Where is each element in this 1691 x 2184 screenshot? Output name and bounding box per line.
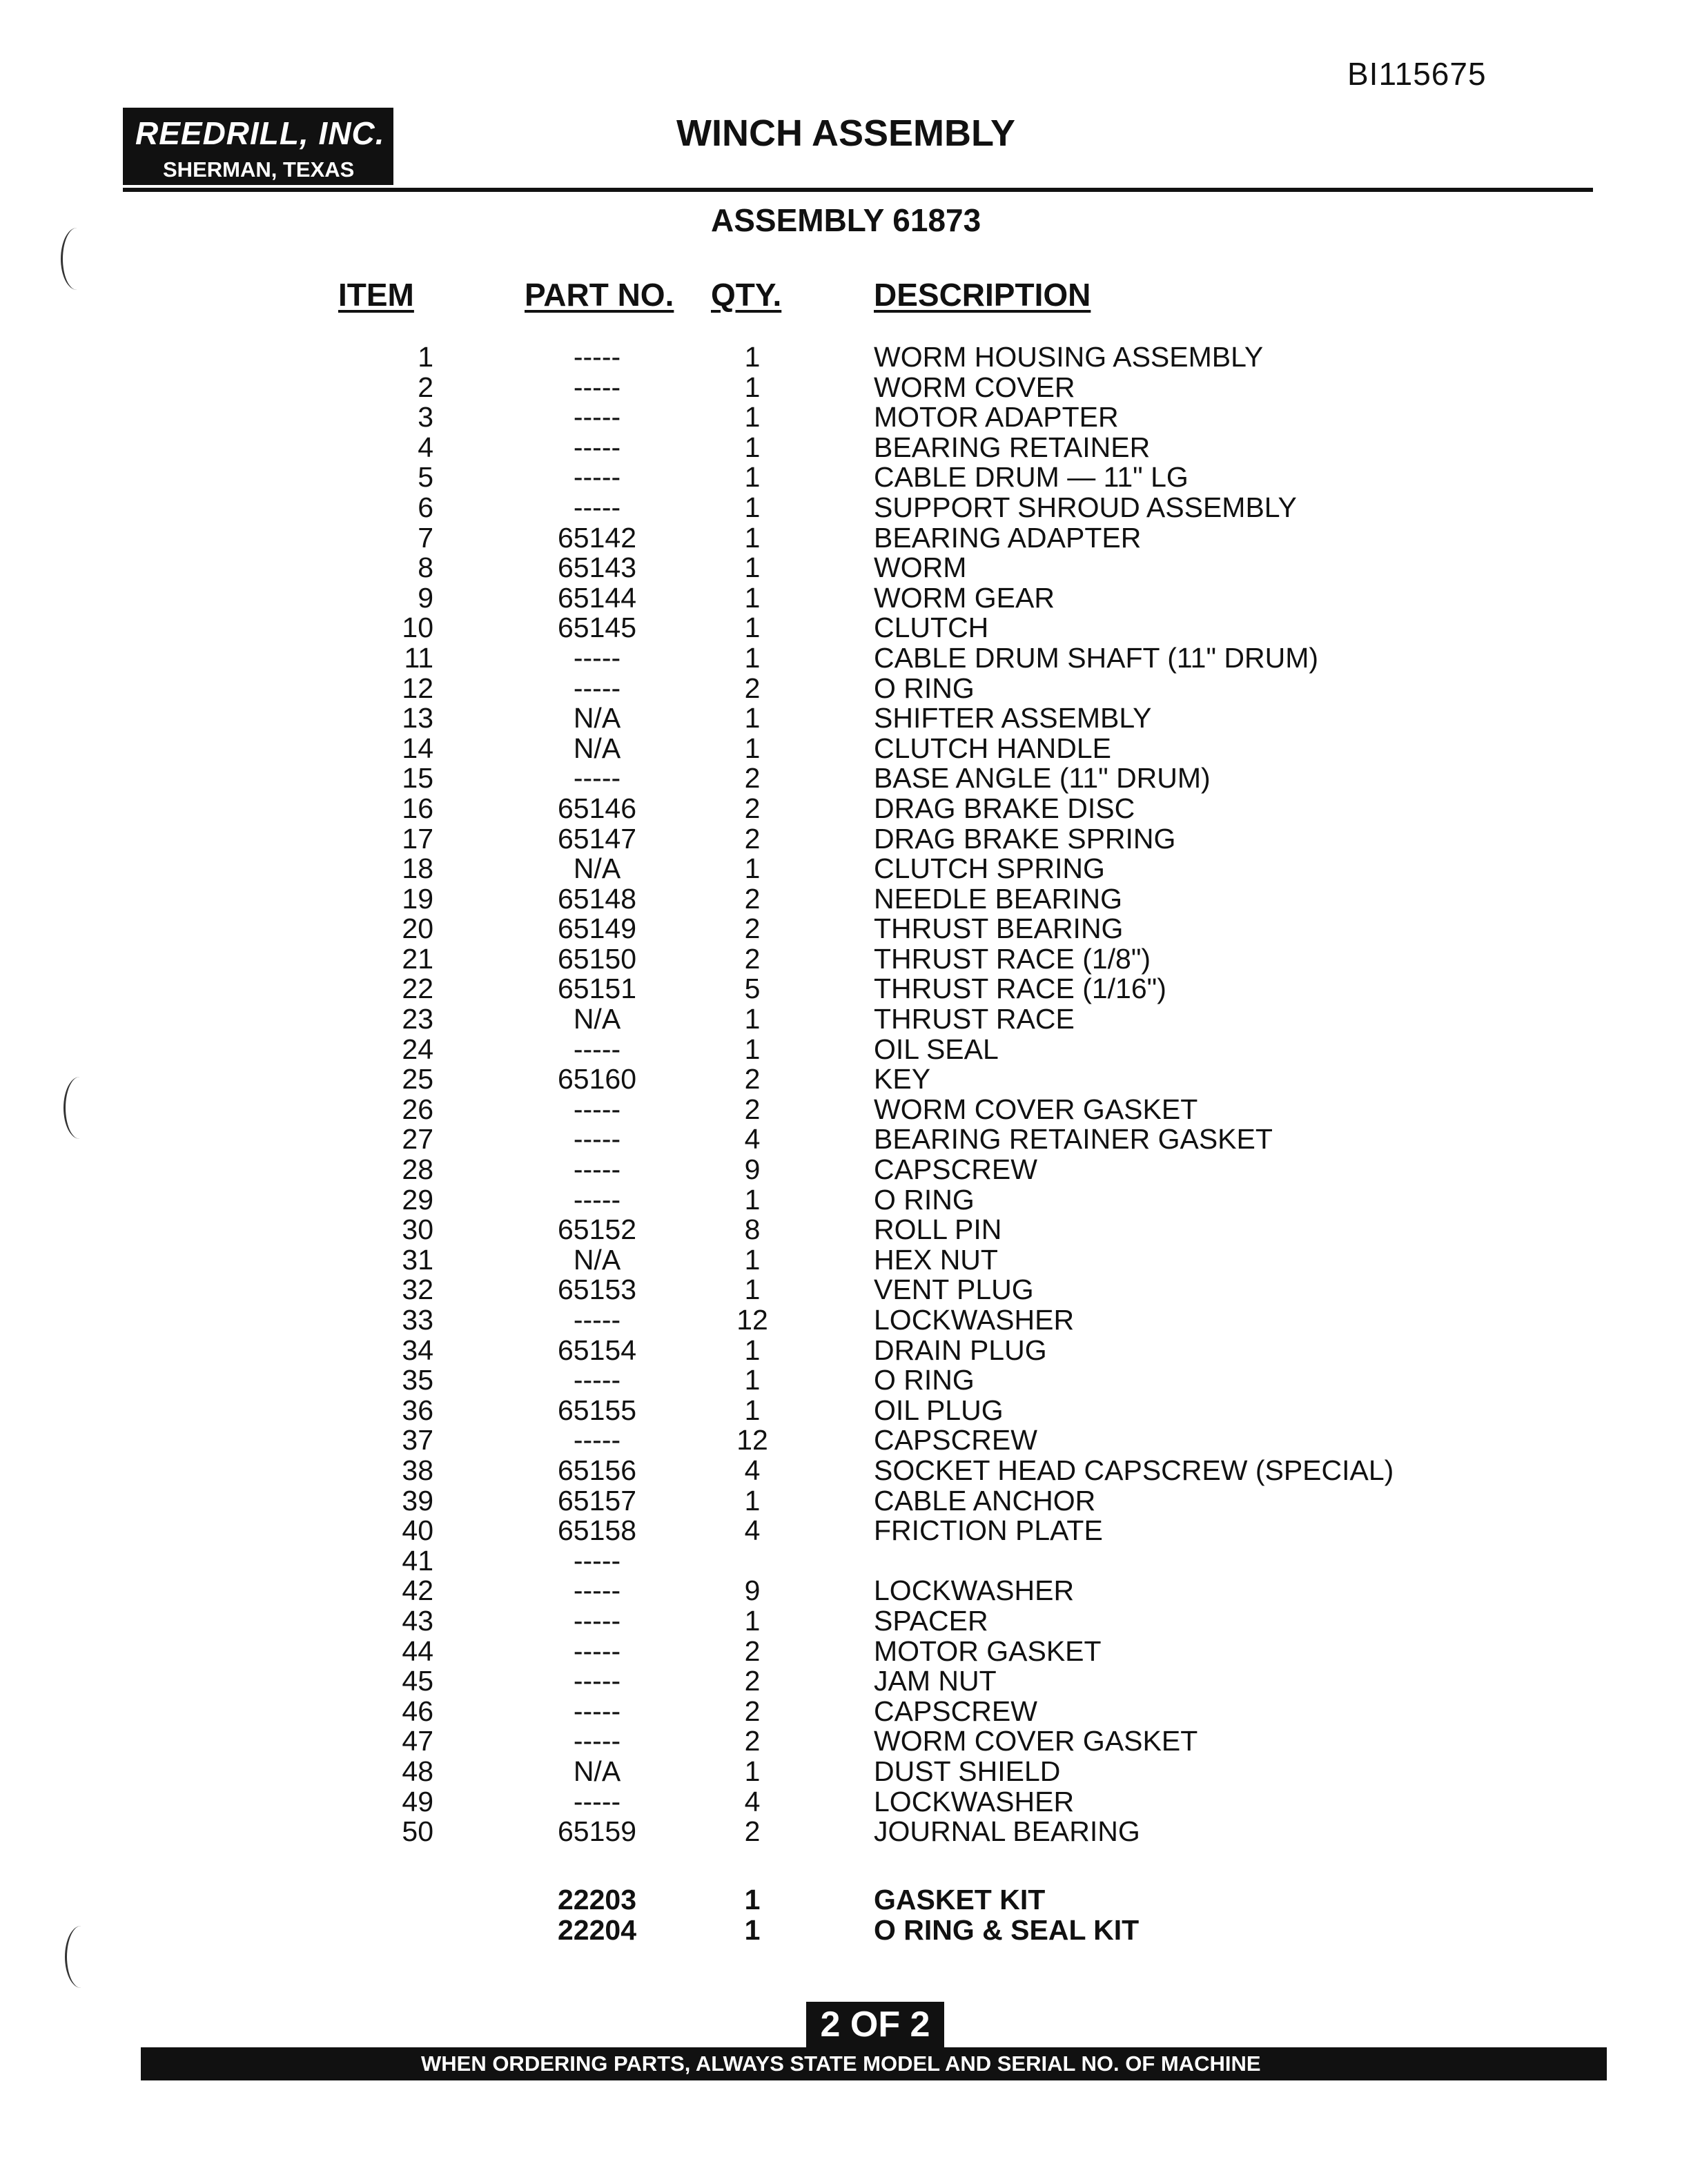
- item-number: 3: [418, 401, 433, 433]
- description: LOCKWASHER: [874, 1304, 1075, 1336]
- part-number: 65142: [557, 521, 636, 554]
- footer-bar: [141, 2047, 1607, 2080]
- table-row: [0, 553, 1691, 583]
- part-number: -----: [573, 1574, 621, 1607]
- item-number: 35: [402, 1364, 433, 1396]
- description: CLUTCH SPRING: [874, 852, 1105, 885]
- description: OIL SEAL: [874, 1033, 999, 1065]
- table-row: [0, 1726, 1691, 1757]
- table-row: [0, 613, 1691, 643]
- item-number: 23: [402, 1003, 433, 1035]
- quantity: 2: [744, 942, 761, 975]
- description: DRAG BRAKE SPRING: [874, 822, 1176, 855]
- description: DRAIN PLUG: [874, 1334, 1047, 1366]
- table-row: [0, 462, 1691, 493]
- description: WORM GEAR: [874, 581, 1055, 614]
- part-number: 65155: [557, 1394, 636, 1426]
- item-number: 28: [402, 1153, 433, 1186]
- table-row: [0, 1215, 1691, 1245]
- description: VENT PLUG: [874, 1274, 1034, 1306]
- item-number: 14: [402, 732, 433, 764]
- part-number: -----: [573, 1785, 621, 1817]
- table-row: [0, 854, 1691, 884]
- quantity: 1: [744, 1394, 761, 1426]
- quantity: 1: [744, 1484, 761, 1517]
- table-row: [0, 1606, 1691, 1637]
- parts-table: [0, 342, 1691, 1847]
- table-row: [0, 674, 1691, 704]
- item-number: 30: [402, 1213, 433, 1246]
- part-number: 65160: [557, 1063, 636, 1095]
- description: O RING: [874, 1183, 975, 1216]
- table-row: [0, 794, 1691, 824]
- part-number: -----: [573, 1364, 621, 1396]
- item-number: 25: [402, 1063, 433, 1095]
- binder-hole-mark: [65, 1926, 97, 1988]
- item-number: 41: [402, 1544, 433, 1577]
- table-row: [0, 824, 1691, 855]
- part-number: 65156: [557, 1454, 636, 1486]
- item-number: 42: [402, 1574, 433, 1607]
- part-number: -----: [573, 1424, 621, 1456]
- description: THRUST RACE (1/8"): [874, 942, 1151, 975]
- item-number: 45: [402, 1665, 433, 1697]
- quantity: 1: [744, 641, 761, 674]
- quantity: 1: [744, 1884, 761, 1915]
- quantity: 2: [744, 822, 761, 855]
- quantity: 2: [744, 672, 761, 704]
- part-number: 65147: [557, 822, 636, 855]
- part-number: -----: [573, 1304, 621, 1336]
- item-number: 46: [402, 1695, 433, 1727]
- quantity: 4: [744, 1123, 761, 1156]
- kit-row: [0, 1884, 1691, 1915]
- document-id: BI115675: [1347, 56, 1487, 92]
- part-number: -----: [573, 491, 621, 523]
- quantity: 2: [744, 792, 761, 824]
- quantity: 4: [744, 1514, 761, 1547]
- description: BEARING RETAINER: [874, 431, 1151, 463]
- quantity: 9: [744, 1153, 761, 1186]
- kit-row: [0, 1915, 1691, 1945]
- part-number: -----: [573, 762, 621, 794]
- item-number: 47: [402, 1725, 433, 1757]
- page-indicator: 2 OF 2: [806, 2002, 944, 2047]
- description: KEY: [874, 1063, 931, 1095]
- description: BASE ANGLE (11" DRUM): [874, 762, 1211, 794]
- description: CAPSCREW: [874, 1153, 1037, 1186]
- part-number: -----: [573, 1153, 621, 1186]
- item-number: 16: [402, 792, 433, 824]
- part-number: -----: [573, 672, 621, 704]
- table-row: [0, 1064, 1691, 1095]
- description: DUST SHIELD: [874, 1755, 1061, 1787]
- description: JOURNAL BEARING: [874, 1815, 1140, 1848]
- description: MOTOR ADAPTER: [874, 401, 1119, 433]
- description: O RING: [874, 672, 975, 704]
- binder-hole-mark: [61, 228, 93, 290]
- item-number: 31: [402, 1243, 433, 1276]
- item-number: 18: [402, 852, 433, 885]
- table-row: [0, 1365, 1691, 1396]
- description: SPACER: [874, 1604, 988, 1637]
- item-number: 6: [418, 491, 433, 523]
- table-row: [0, 1516, 1691, 1546]
- description: THRUST RACE (1/16"): [874, 973, 1166, 1005]
- quantity: 1: [744, 1274, 761, 1306]
- description: O RING: [874, 1364, 975, 1396]
- company-location: SHERMAN, TEXAS: [163, 157, 355, 182]
- part-number: 65152: [557, 1213, 636, 1246]
- quantity: 1: [744, 491, 761, 523]
- item-number: 26: [402, 1093, 433, 1125]
- table-row: [0, 944, 1691, 975]
- description: ROLL PIN: [874, 1213, 1002, 1246]
- quantity: 1: [744, 341, 761, 373]
- quantity: 1: [744, 1334, 761, 1366]
- description: HEX NUT: [874, 1243, 998, 1276]
- description: NEEDLE BEARING: [874, 882, 1122, 915]
- table-row: [0, 1817, 1691, 1847]
- part-number: 22204: [557, 1914, 636, 1946]
- item-number: 11: [404, 641, 433, 674]
- table-row: [0, 1396, 1691, 1426]
- table-row: [0, 1155, 1691, 1185]
- part-number: -----: [573, 401, 621, 433]
- quantity: 1: [744, 401, 761, 433]
- quantity: 1: [744, 732, 761, 764]
- part-number: -----: [573, 371, 621, 403]
- item-number: 24: [402, 1033, 433, 1065]
- quantity: 1: [744, 521, 761, 554]
- description: WORM COVER GASKET: [874, 1725, 1198, 1757]
- item-number: 9: [418, 581, 433, 614]
- description: FRICTION PLATE: [874, 1514, 1103, 1547]
- table-row: [0, 884, 1691, 915]
- assembly-number: ASSEMBLY 61873: [711, 202, 981, 238]
- description: BEARING RETAINER GASKET: [874, 1123, 1273, 1156]
- item-number: 22: [402, 973, 433, 1005]
- part-number: -----: [573, 1604, 621, 1637]
- item-number: 29: [402, 1183, 433, 1216]
- description: CAPSCREW: [874, 1695, 1037, 1727]
- table-row: [0, 1124, 1691, 1155]
- item-number: 20: [402, 913, 433, 945]
- description: DRAG BRAKE DISC: [874, 792, 1135, 824]
- item-number: 17: [402, 822, 433, 855]
- part-number: 65158: [557, 1514, 636, 1547]
- part-number: -----: [573, 431, 621, 463]
- quantity: 2: [744, 762, 761, 794]
- quantity: 1: [744, 702, 761, 734]
- table-row: [0, 1095, 1691, 1125]
- description: LOCKWASHER: [874, 1785, 1075, 1817]
- quantity: 1: [744, 1183, 761, 1216]
- item-number: 5: [418, 461, 433, 494]
- description: LOCKWASHER: [874, 1574, 1075, 1607]
- part-number: 65153: [557, 1274, 636, 1306]
- part-number: N/A: [573, 1243, 621, 1276]
- part-number: 65154: [557, 1334, 636, 1366]
- description: GASKET KIT: [874, 1884, 1046, 1915]
- quantity: 2: [744, 1815, 761, 1848]
- item-number: 19: [402, 882, 433, 915]
- part-number: -----: [573, 1635, 621, 1667]
- part-number: 65150: [557, 942, 636, 975]
- quantity: 1: [744, 371, 761, 403]
- quantity: 1: [744, 1003, 761, 1035]
- table-row: [0, 1425, 1691, 1456]
- item-number: 33: [402, 1304, 433, 1336]
- part-number: 65157: [557, 1484, 636, 1517]
- part-number: 65149: [557, 913, 636, 945]
- item-number: 40: [402, 1514, 433, 1547]
- kits-list: [0, 1884, 1691, 1945]
- company-logo: [123, 108, 393, 185]
- quantity: 4: [744, 1785, 761, 1817]
- quantity: 12: [736, 1304, 768, 1336]
- table-row: [0, 1245, 1691, 1276]
- description: WORM: [874, 552, 967, 584]
- part-number: -----: [573, 1033, 621, 1065]
- table-row: [0, 1697, 1691, 1727]
- description: CLUTCH HANDLE: [874, 732, 1111, 764]
- table-row: [0, 974, 1691, 1004]
- quantity: 1: [744, 1604, 761, 1637]
- item-number: 32: [402, 1274, 433, 1306]
- item-number: 4: [418, 431, 433, 463]
- part-number: -----: [573, 641, 621, 674]
- part-number: N/A: [573, 702, 621, 734]
- part-number: 65144: [557, 581, 636, 614]
- table-row: [0, 493, 1691, 523]
- quantity: 1: [744, 1033, 761, 1065]
- quantity: 1: [744, 852, 761, 885]
- quantity: 2: [744, 913, 761, 945]
- item-number: 39: [402, 1484, 433, 1517]
- part-number: 65151: [557, 973, 636, 1005]
- part-number: N/A: [573, 1003, 621, 1035]
- quantity: 1: [744, 461, 761, 494]
- description: JAM NUT: [874, 1665, 997, 1697]
- part-number: -----: [573, 1544, 621, 1577]
- part-number: N/A: [573, 1755, 621, 1787]
- description: CLUTCH: [874, 612, 989, 644]
- description: CABLE DRUM — 11" LG: [874, 461, 1189, 494]
- quantity: 4: [744, 1454, 761, 1486]
- part-number: 65148: [557, 882, 636, 915]
- table-row: [0, 1305, 1691, 1336]
- quantity: 5: [744, 973, 761, 1005]
- quantity: 1: [744, 1914, 761, 1946]
- description: MOTOR GASKET: [874, 1635, 1102, 1667]
- part-number: 22203: [557, 1884, 636, 1915]
- quantity: 1: [744, 431, 761, 463]
- item-number: 10: [402, 612, 433, 644]
- item-number: 38: [402, 1454, 433, 1486]
- item-number: 12: [402, 672, 433, 704]
- table-row: [0, 342, 1691, 373]
- header-qty: QTY.: [711, 277, 782, 313]
- part-number: N/A: [573, 852, 621, 885]
- table-row: [0, 523, 1691, 554]
- quantity: 9: [744, 1574, 761, 1607]
- description: OIL PLUG: [874, 1394, 1004, 1426]
- quantity: 2: [744, 1093, 761, 1125]
- item-number: 36: [402, 1394, 433, 1426]
- description: THRUST BEARING: [874, 913, 1124, 945]
- quantity: 12: [736, 1424, 768, 1456]
- item-number: 48: [402, 1755, 433, 1787]
- table-row: [0, 914, 1691, 944]
- item-number: 34: [402, 1334, 433, 1366]
- description: WORM COVER GASKET: [874, 1093, 1198, 1125]
- item-number: 27: [402, 1123, 433, 1156]
- table-row: [0, 1757, 1691, 1787]
- table-row: [0, 1185, 1691, 1216]
- header-item: ITEM: [338, 277, 414, 313]
- table-row: [0, 1486, 1691, 1517]
- item-number: 21: [402, 942, 433, 975]
- part-number: -----: [573, 1665, 621, 1697]
- table-row: [0, 1666, 1691, 1697]
- description: SHIFTER ASSEMBLY: [874, 702, 1152, 734]
- item-number: 7: [418, 521, 433, 554]
- table-row: [0, 1546, 1691, 1577]
- table-row: [0, 643, 1691, 674]
- table-row: [0, 1637, 1691, 1667]
- item-number: 37: [402, 1424, 433, 1456]
- quantity: 2: [744, 1063, 761, 1095]
- item-number: 43: [402, 1604, 433, 1637]
- quantity: 1: [744, 1364, 761, 1396]
- description: SOCKET HEAD CAPSCREW (SPECIAL): [874, 1454, 1394, 1486]
- quantity: 2: [744, 1665, 761, 1697]
- binder-hole-mark: [63, 1077, 96, 1139]
- quantity: 2: [744, 1635, 761, 1667]
- quantity: 2: [744, 882, 761, 915]
- company-name: REEDRILL, INC.: [135, 115, 385, 151]
- part-number: 65143: [557, 552, 636, 584]
- part-number: -----: [573, 1695, 621, 1727]
- quantity: 1: [744, 1755, 761, 1787]
- item-number: 1: [418, 341, 433, 373]
- description: O RING & SEAL KIT: [874, 1914, 1140, 1946]
- quantity: 1: [744, 612, 761, 644]
- part-number: -----: [573, 1183, 621, 1216]
- table-row: [0, 433, 1691, 463]
- quantity: 8: [744, 1213, 761, 1246]
- item-number: 44: [402, 1635, 433, 1667]
- table-row: [0, 1456, 1691, 1486]
- description: BEARING ADAPTER: [874, 521, 1142, 554]
- part-number: -----: [573, 1123, 621, 1156]
- item-number: 8: [418, 552, 433, 584]
- quantity: 2: [744, 1725, 761, 1757]
- table-row: [0, 583, 1691, 614]
- item-number: 2: [418, 371, 433, 403]
- part-number: -----: [573, 1725, 621, 1757]
- part-number: 65146: [557, 792, 636, 824]
- page-title: WINCH ASSEMBLY: [676, 113, 1016, 154]
- part-number: -----: [573, 341, 621, 373]
- table-row: [0, 1035, 1691, 1065]
- item-number: 50: [402, 1815, 433, 1848]
- table-row: [0, 1787, 1691, 1817]
- table-row: [0, 402, 1691, 433]
- table-row: [0, 734, 1691, 764]
- quantity: 2: [744, 1695, 761, 1727]
- description: CABLE DRUM SHAFT (11" DRUM): [874, 641, 1319, 674]
- description: WORM COVER: [874, 371, 1075, 403]
- description: THRUST RACE: [874, 1003, 1075, 1035]
- description: CABLE ANCHOR: [874, 1484, 1096, 1517]
- part-number: -----: [573, 1093, 621, 1125]
- footer-note: WHEN ORDERING PARTS, ALWAYS STATE MODEL AND SERIAL NO. OF MACHINE: [421, 2051, 1261, 2076]
- table-row: [0, 1336, 1691, 1366]
- quantity: 1: [744, 581, 761, 614]
- table-row: [0, 1275, 1691, 1305]
- description: WORM HOUSING ASSEMBLY: [874, 341, 1264, 373]
- table-row: [0, 1576, 1691, 1606]
- part-number: N/A: [573, 732, 621, 764]
- quantity: 1: [744, 1243, 761, 1276]
- item-number: 13: [402, 702, 433, 734]
- table-row: [0, 703, 1691, 734]
- item-number: 49: [402, 1785, 433, 1817]
- quantity: 1: [744, 552, 761, 584]
- description: CAPSCREW: [874, 1424, 1037, 1456]
- part-number: 65145: [557, 612, 636, 644]
- header-part-no: PART NO.: [525, 277, 674, 313]
- table-row: [0, 373, 1691, 403]
- description: SUPPORT SHROUD ASSEMBLY: [874, 491, 1297, 523]
- header-divider: [123, 188, 1593, 192]
- part-number: 65159: [557, 1815, 636, 1848]
- part-number: -----: [573, 461, 621, 494]
- table-row: [0, 763, 1691, 794]
- item-number: 15: [402, 762, 433, 794]
- header-description: DESCRIPTION: [874, 277, 1091, 313]
- table-row: [0, 1004, 1691, 1035]
